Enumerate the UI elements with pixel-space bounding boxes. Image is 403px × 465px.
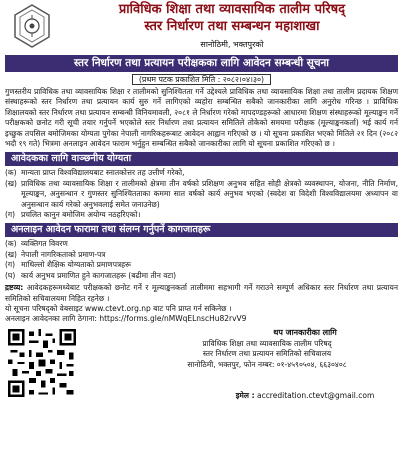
list-item <box>5 271 398 281</box>
item-text: व्यक्तिगत विवरण <box>21 239 68 249</box>
documents-list <box>5 239 398 281</box>
office-line: स्तर निर्धारण तथा प्रत्यायन समितिको सचिवालय <box>202 349 332 359</box>
note-line <box>5 283 398 304</box>
qualification-heading: आवेदकका लागि वाञ्छनीय योग्यता <box>5 152 398 166</box>
list-item <box>5 239 398 249</box>
list-item <box>5 250 398 260</box>
publish-date-text: (प्रथम पटक प्रकाशित मिति : २०८२।०४।३०) <box>132 74 271 85</box>
item-marker: (ग) <box>5 260 16 270</box>
item-text: कार्य अनुभव प्रमाणित हुने कागजातहरू (बढीमा तीन वटा) <box>21 270 177 280</box>
item-text: नेपाली नागरिकताको प्रमाण-पत्र <box>21 249 106 259</box>
item-text: प्राविधिक तथा व्यावसायिक शिक्षा र तालीमको क्षेत्रमा तीन वर्षको प्रशिक्षण अनुभव सहित सोही क्षेत्रको व्यवस्थापन, योजना, नीति निर्माण, मूल्याङ्कन, अनुसन्धान र गुणस्तर सुनिश्चितताका कममा सात वर्षको कार्य अनुभव भएको (स्वदेश वा विदेशी विश्वविद्यालयमा अध्यापन वा अनुसन्धान कार्य गरेको अनुभवलाई समेत जनाउनेछ) <box>21 178 398 209</box>
notice-title: स्तर निर्धारण तथा प्रत्यायन परीक्षकका लागि आवेदन सम्बन्धी सूचना <box>5 55 398 72</box>
item-marker: (ग) <box>5 210 16 220</box>
org-title: प्राविधिक शिक्षा तथा व्यावसायिक तालीम परिषद् <box>118 2 346 17</box>
publish-date <box>5 75 398 85</box>
item-marker: (क) <box>5 239 17 249</box>
org-address: सानोठिमी, भक्तपुरको <box>200 40 264 49</box>
list-item <box>5 260 398 270</box>
email-line <box>210 391 400 401</box>
email-link[interactable]: accreditation.ctevt@gmail.com <box>256 390 375 400</box>
qualification-list <box>5 168 398 220</box>
list-item <box>5 168 398 178</box>
item-marker: (घ) <box>5 270 16 280</box>
list-item <box>5 210 398 220</box>
intro-paragraph: गुणस्तरीय प्राविधिक तथा व्यावसायिक शिक्षा र तालीमको सुनिश्चितता गर्ने उद्देश्यले प्राविधिक तथा व्यावसायिक शिक्षा तथा तालीम प्रदायक शिक्षण संस्थाहरूको स्तर निर्धारण तथा प्रत्यायन कार्य सुरु गर्ने लागिएको व्यहोरा सम्बन्धित सबैको जानकारीका लागि अनुरोध गरिन्छ । प्राविधिक शिक्षालयको स्तर निर्धारण तथा प्रत्यायन सम्बन्धी विनियमावली, २०८१ ले निर्धारण गरेको मापदण्डहरूको आधारमा शिक्षण संस्थाहरूको मूल्याङ्कन गर्ने परीक्षकको छनोट गरी सूची तयार गर्नुपर्ने भएकोले स्तर निर्धारण तथा प्रत्यायन समितिले तोकेको समयमा परीक्षक (मूल्याङ्कनकर्ता) भई कार्य गर्न इच्छुक तपसिल बमोजिमका योग्यता पुगेका नेपाली नागरिकहरूबाट आवेदन आह्वान गरिएको छ । यो सूचना प्रकाशित भएको मितिले २१ दिन (२०८२ भदौ १९ गते) भित्रमा अनलाइन आवेदन फाराम भर्नुहुन सम्बन्धित सबैको जानकारीका लागि यो सूचना प्रकाशित गरिएको छ । <box>5 87 398 149</box>
note-text: आवेदकहरूमध्येबाट परीक्षकको छनोट गर्ने र मूल्याङ्कनकर्ता तालीममा सहभागी गर्ने गराउने सम्पूर्ण अधिकार स्तर निर्धारण तथा प्रत्यायन समितिको सचिवालयमा निहित रहनेछ । <box>5 283 399 303</box>
application-link[interactable]: अनलाइन आवेदनका लागि ठेगाना: https://forms.gle/nMWqELnscHu82rvV9 <box>5 314 247 324</box>
note-line: यो सूचना परिषद्को वेबसाइट www.ctevt.org.np बाट पनि प्राप्त गर्न सकिनेछ । <box>5 303 232 313</box>
email-label: इमेल : <box>235 390 255 400</box>
more-info-heading: थप जानकारीका लागि <box>273 327 337 337</box>
documents-heading: अनलाइन आवेदन फारामा तथा संलग्न गर्नुपर्ने कागजातहरू <box>5 223 398 237</box>
office-line: प्राविधिक शिक्षा तथा व्यावसायिक तालीम परिषद् <box>202 338 332 348</box>
item-marker: (क) <box>5 168 17 178</box>
notes-block <box>5 283 398 325</box>
ctevt-emblem-icon <box>13 3 51 49</box>
office-address <box>133 339 401 370</box>
qr-code-icon[interactable] <box>8 329 76 397</box>
list-item <box>5 179 398 210</box>
item-marker: (ख) <box>5 249 17 259</box>
item-marker: (ख) <box>5 178 17 188</box>
footer <box>5 329 398 404</box>
item-text: प्रचलित कानुन बमोजिम अयोग्य नठहरिएको। <box>21 210 141 220</box>
item-text: माथिल्लो शैक्षिक योग्यताको प्रमाणपत्रहरू <box>21 260 131 270</box>
office-phone: सानोठिमी, भक्तपुर, फोन नम्बर: ०१-४५९०५०४, ६६३०४०८ <box>187 359 347 369</box>
header <box>5 0 398 52</box>
item-text: मान्यता प्राप्त विश्वविद्यालयबाट स्नातकोत्तर तह उत्तीर्ण गरेको, <box>21 168 185 178</box>
notes-label: द्रष्टव्य: <box>5 283 24 293</box>
division-title: स्तर निर्धारण तथा सम्बन्धन महाशाखा <box>144 19 320 34</box>
